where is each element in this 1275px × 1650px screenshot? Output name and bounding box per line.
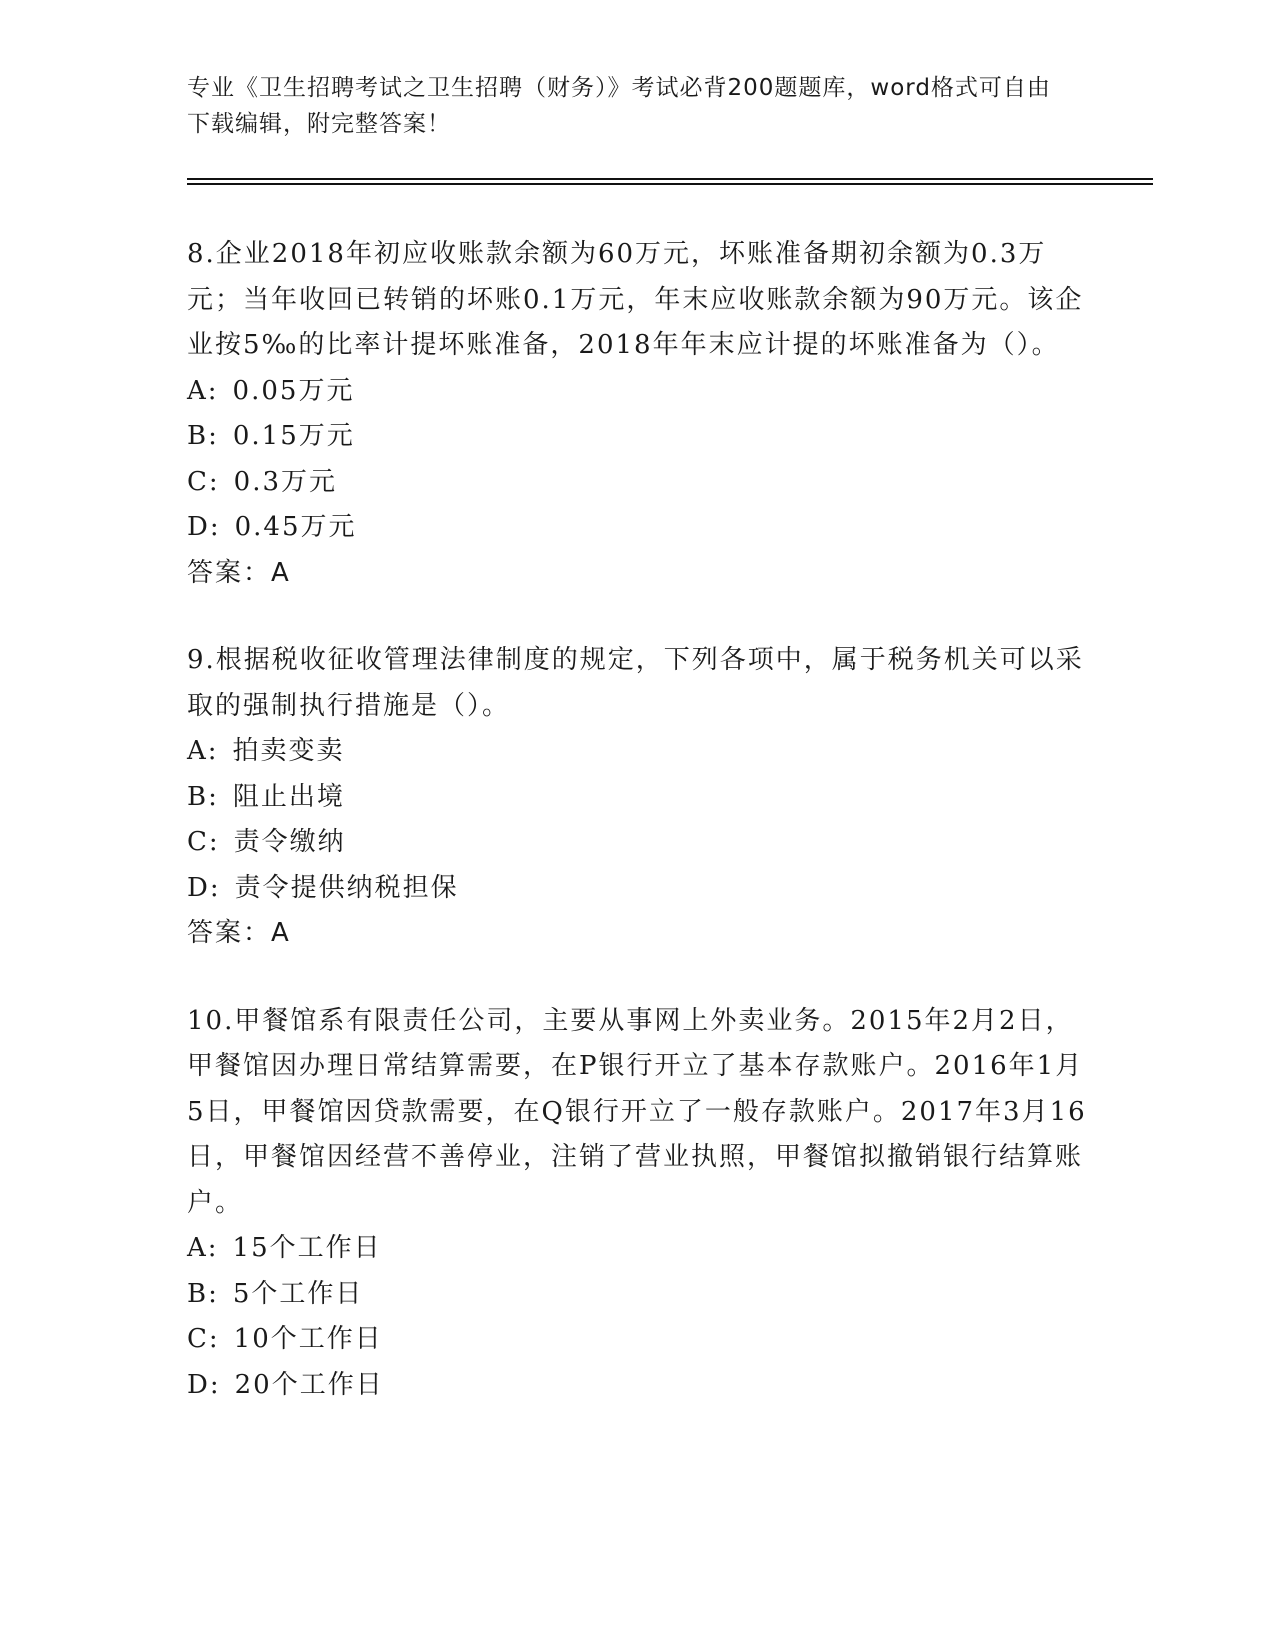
option-letter: A:: [187, 736, 219, 766]
option-b: [187, 414, 1087, 460]
option-letter: C:: [187, 466, 220, 497]
question-8: [187, 232, 1087, 596]
option-letter: B:: [187, 1278, 219, 1309]
option-text: 20个工作日: [234, 1369, 384, 1400]
question-stem: 9.根据税收征收管理法律制度的规定，下列各项中，属于税务机关可以采取的强制执行措施是（）。: [187, 645, 1084, 721]
option-d: [187, 866, 1087, 912]
option-b: [187, 775, 1087, 821]
option-d: [187, 505, 1087, 551]
option-a: [187, 369, 1087, 415]
answer-line: 答案：A: [187, 557, 291, 588]
option-text: 拍卖变卖: [232, 736, 345, 766]
answer-line: 答案：A: [187, 918, 291, 948]
option-letter: C:: [187, 1324, 220, 1354]
option-c: [187, 820, 1087, 866]
option-letter: D:: [187, 1369, 221, 1400]
option-text: 责令提供纳税担保: [234, 872, 459, 903]
option-letter: B:: [187, 421, 219, 451]
option-a: [187, 1226, 1087, 1272]
header-rule-top: [187, 178, 1153, 180]
option-text: 0.3万元: [233, 466, 338, 497]
question-list: [187, 232, 1087, 1450]
option-c: [187, 1317, 1087, 1363]
header-rule-bottom: [187, 183, 1153, 185]
question-9: [187, 638, 1087, 957]
option-text: 0.15万元: [232, 421, 355, 451]
question-stem: 8.企业2018年初应收账款余额为60万元，坏账准备期初余额为0.3万元；当年收回已转销的坏账0.1万元，年末应收账款余额为90万元。该企业按5‰的比率计提坏账准备，2018年年末应计提的坏账准备为（）。: [187, 239, 1084, 360]
option-text: 0.45万元: [234, 512, 357, 542]
option-letter: D:: [187, 872, 221, 903]
option-text: 15个工作日: [232, 1233, 382, 1263]
question-10: [187, 999, 1087, 1409]
option-b: [187, 1272, 1087, 1318]
option-letter: A:: [187, 375, 219, 406]
option-letter: B:: [187, 781, 219, 812]
option-letter: D:: [187, 512, 221, 542]
option-a: [187, 729, 1087, 775]
option-letter: A:: [187, 1233, 219, 1263]
option-c: [187, 460, 1087, 506]
option-text: 0.05万元: [232, 375, 355, 406]
option-text: 责令缴纳: [233, 827, 346, 857]
option-d: [187, 1363, 1087, 1409]
option-text: 10个工作日: [233, 1324, 383, 1354]
question-stem: 10.甲餐馆系有限责任公司，主要从事网上外卖业务。2015年2月2日，甲餐馆因办理日常结算需要，在P银行开立了基本存款账户。2016年1月5日，甲餐馆因贷款需要，在Q银行开立了一般存款账户。2017年3月16日，甲餐馆因经营不善停业，注销了营业执照，甲餐馆拟撤销银行结算账户。: [187, 1005, 1087, 1218]
document-header: 专业《卫生招聘考试之卫生招聘（财务）》考试必背200题题库，word格式可自由下载编辑，附完整答案！: [187, 75, 1051, 137]
option-letter: C:: [187, 827, 220, 857]
option-text: 5个工作日: [232, 1278, 364, 1309]
option-text: 阻止出境: [232, 781, 345, 812]
